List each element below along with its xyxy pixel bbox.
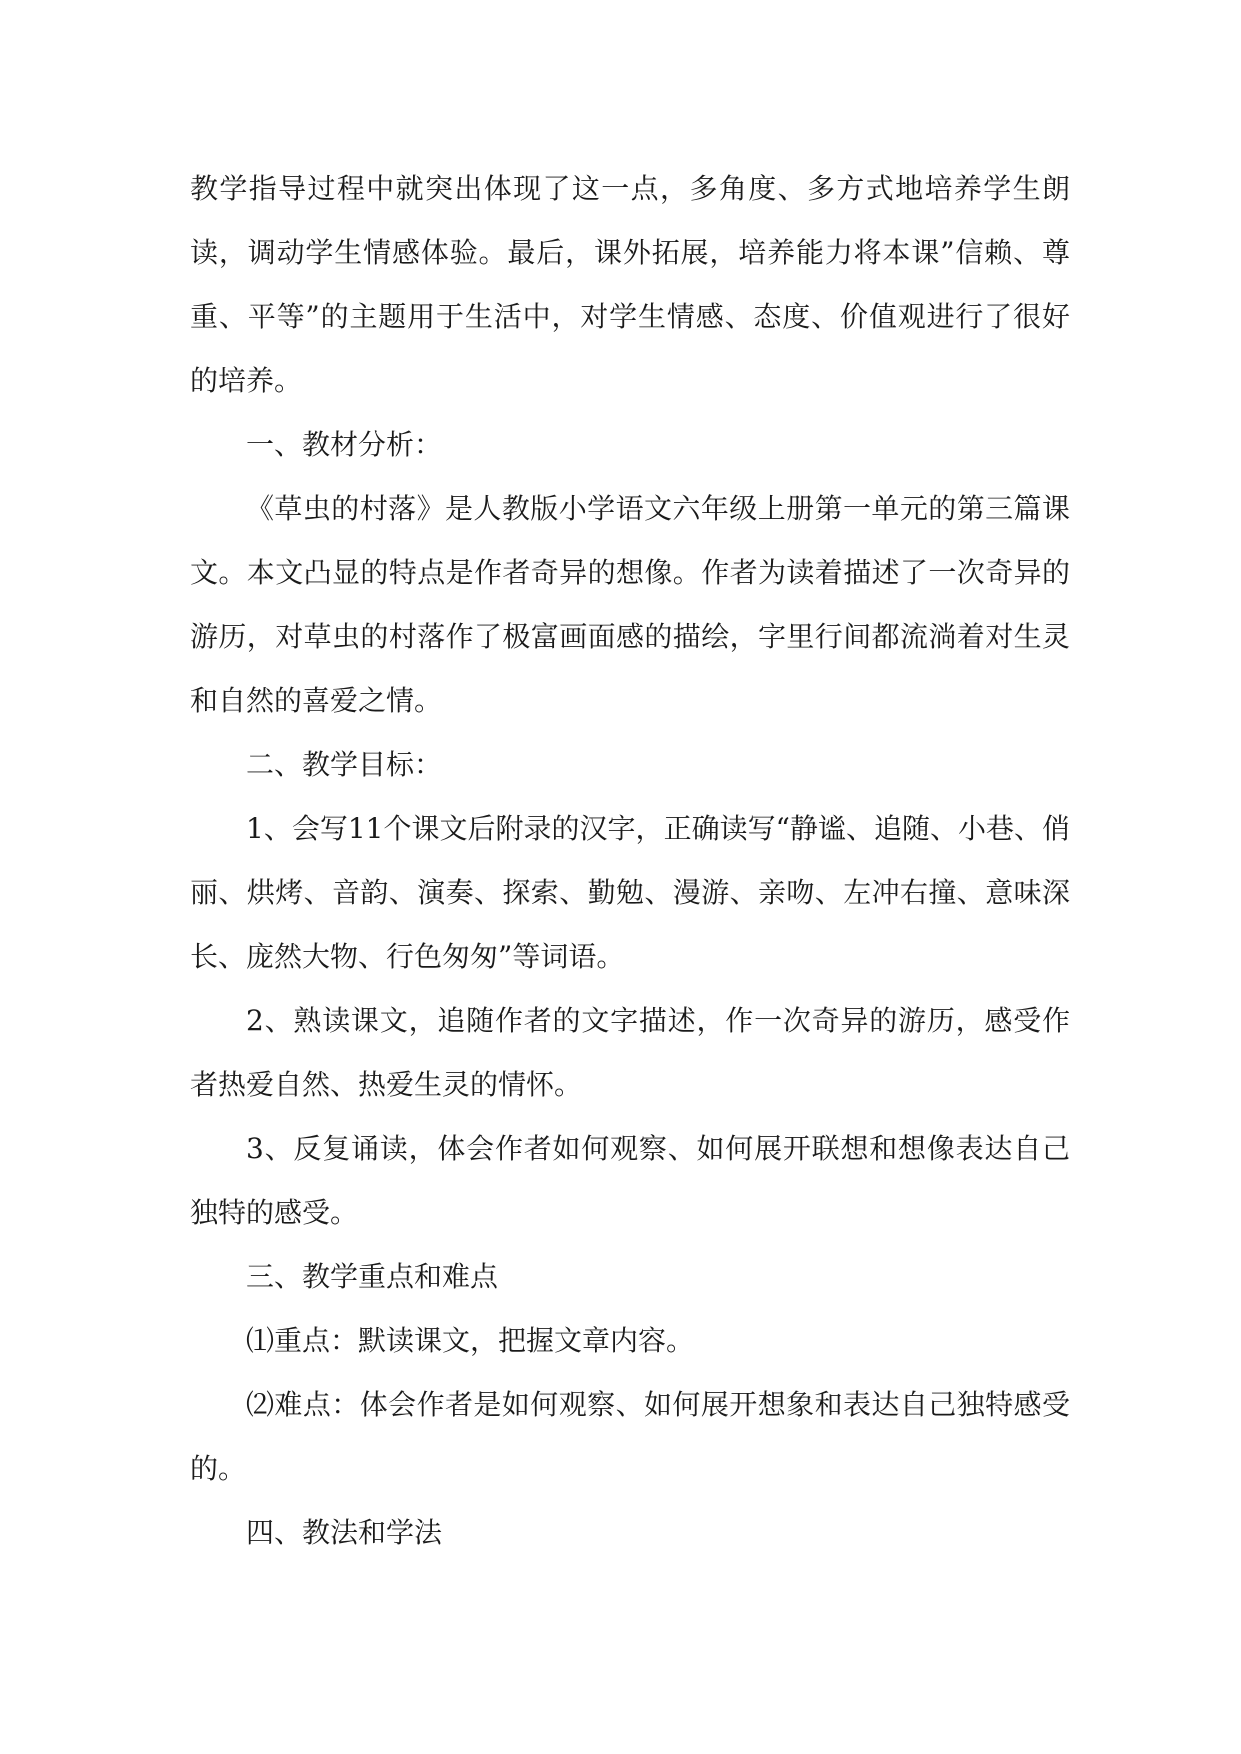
difficult-point: ⑵难点：体会作者是如何观察、如何展开想象和表达自己独特感受的。 [190, 1388, 1070, 1485]
section-heading-teaching-methods: 四、教法和学法 [246, 1516, 443, 1549]
textbook-analysis-paragraph: 《草虫的村落》是人教版小学语文六年级上册第一单元的第三篇课文。本文凸显的特点是作者奇异的想像。作者为读着描述了一次奇异的游历，对草虫的村落作了极富画面感的描绘，字里行间都流淌着对生灵和自然的喜爱之情。 [190, 492, 1070, 717]
section-heading-teaching-goals: 二、教学目标： [246, 748, 443, 781]
teaching-goal-2: 2、熟读课文，追随作者的文字描述，作一次奇异的游历，感受作者热爱自然、热爱生灵的情怀。 [190, 1004, 1070, 1101]
section-heading-textbook-analysis: 一、教材分析： [246, 428, 443, 461]
intro-paragraph: 教学指导过程中就突出体现了这一点，多角度、多方式地培养学生朗读，调动学生情感体验。最后，课外拓展，培养能力将本课”信赖、尊重、平等”的主题用于生活中，对学生情感、态度、价值观进行了很好的培养。 [190, 172, 1070, 397]
teaching-goal-3: 3、反复诵读，体会作者如何观察、如何展开联想和想像表达自己独特的感受。 [190, 1132, 1070, 1229]
document-body [190, 157, 1070, 1565]
section-heading-key-difficult-points: 三、教学重点和难点 [246, 1260, 499, 1293]
key-point: ⑴重点：默读课文，把握文章内容。 [246, 1324, 695, 1357]
teaching-goal-1: 1、会写11个课文后附录的汉字，正确读写“静谧、追随、小巷、俏丽、烘烤、音韵、演奏、探索、勤勉、漫游、亲吻、左冲右撞、意味深长、庞然大物、行色匆匆”等词语。 [190, 812, 1070, 973]
